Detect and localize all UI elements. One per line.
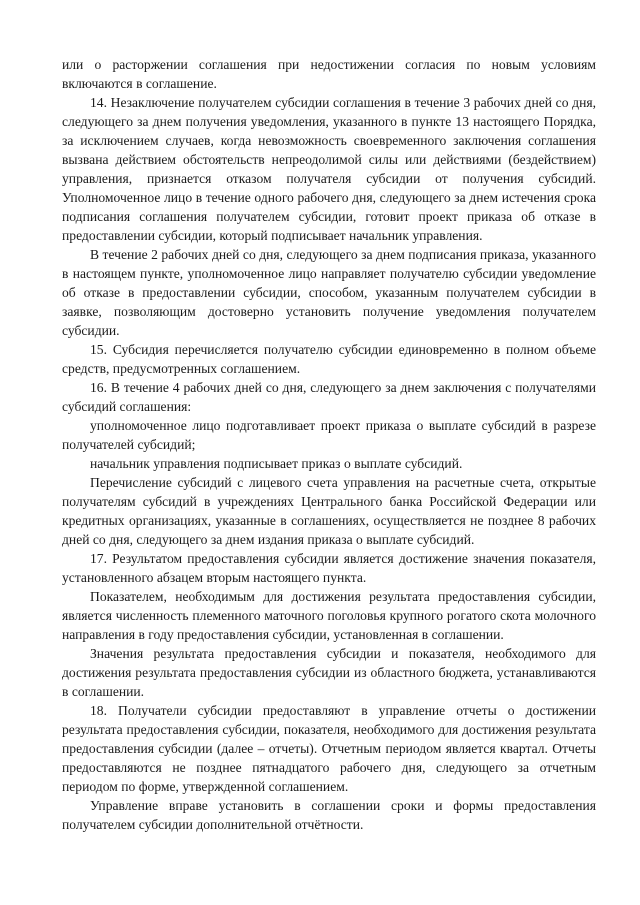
paragraph-additional-reporting: Управление вправе установить в соглашении сроки и формы предоставления получателем субсидии дополнительной отчётности. (62, 798, 596, 832)
paragraph-item-17: 17. Результатом предоставления субсидии является достижение значения показателя, установленного абзацем вторым настоящего пункта. (62, 551, 596, 585)
paragraph-item-16: 16. В течение 4 рабочих дней со дня, следующего за днем заключения с получателями субсидий соглашения: (62, 380, 596, 414)
paragraph-indicator-definition: Показателем, необходимым для достижения результата предоставления субсидии, является численность племенного маточного поголовья крупного рогатого скота молочного направления в году предоставления субсидии, установленная в соглашении. (62, 589, 596, 642)
paragraph-item-14: 14. Незаключение получателем субсидии соглашения в течение 3 рабочих дней со дня, следующего за днем получения уведомления, указанного в пункте 13 настоящего Порядка, за исключением случаев, когда невозможность своевременного заключения соглашения вызвана действием обстоятельств непреодолимой силы или действиями (бездействием) управления, признается отказом получателя субсидии от получения субсидий. Уполномоченное лицо в течение одного рабочего дня, следующего за днем истечения срока подписания соглашения получателем субсидии, готовит проект приказа об отказе в предоставлении субсидии, который подписывает начальник управления. (62, 95, 596, 243)
paragraph-item-15: 15. Субсидия перечисляется получателю субсидии единовременно в полном объеме средств, предусмотренных соглашением. (62, 342, 596, 376)
paragraph-item-16-subitem-2: начальник управления подписывает приказ о выплате субсидий. (90, 456, 463, 471)
paragraph-transfer-of-subsidies: Перечисление субсидий с лицевого счета управления на расчетные счета, открытые получателям субсидий в учреждениях Центрального банка Российской Федерации или кредитных организациях, указанные в соглашениях, осуществляется не позднее 8 рабочих дней со дня, следующего за днем издания приказа о выплате субсидий. (62, 475, 596, 547)
paragraph-item-18: 18. Получатели субсидии предоставляют в управление отчеты о достижении результата предоставления субсидии, показателя, необходимого для достижения результата предоставления субсидии (далее – отчеты). Отчетным периодом является квартал. Отчеты предоставляются не позднее пятнадцатого рабочего дня, следующего за отчетным периодом по форме, утвержденной соглашением. (62, 703, 596, 794)
document-page (62, 55, 596, 834)
paragraph-continuation: или о расторжении соглашения при недостижении согласия по новым условиям включаются в соглашение. (62, 57, 596, 91)
paragraph-indicator-values: Значения результата предоставления субсидии и показателя, необходимого для достижения результата предоставления субсидии из областного бюджета, устанавливаются в соглашении. (62, 646, 596, 699)
paragraph-refusal-notice: В течение 2 рабочих дней со дня, следующего за днем подписания приказа, указанного в настоящем пункте, уполномоченное лицо направляет получателю субсидии уведомление об отказе в предоставлении субсидии, способом, указанным получателем субсидии в заявке, позволяющим достоверно установить получение уведомления получателем субсидии. (62, 247, 596, 338)
paragraph-item-16-subitem-1: уполномоченное лицо подготавливает проект приказа о выплате субсидий в разрезе получателей субсидий; (62, 418, 596, 452)
